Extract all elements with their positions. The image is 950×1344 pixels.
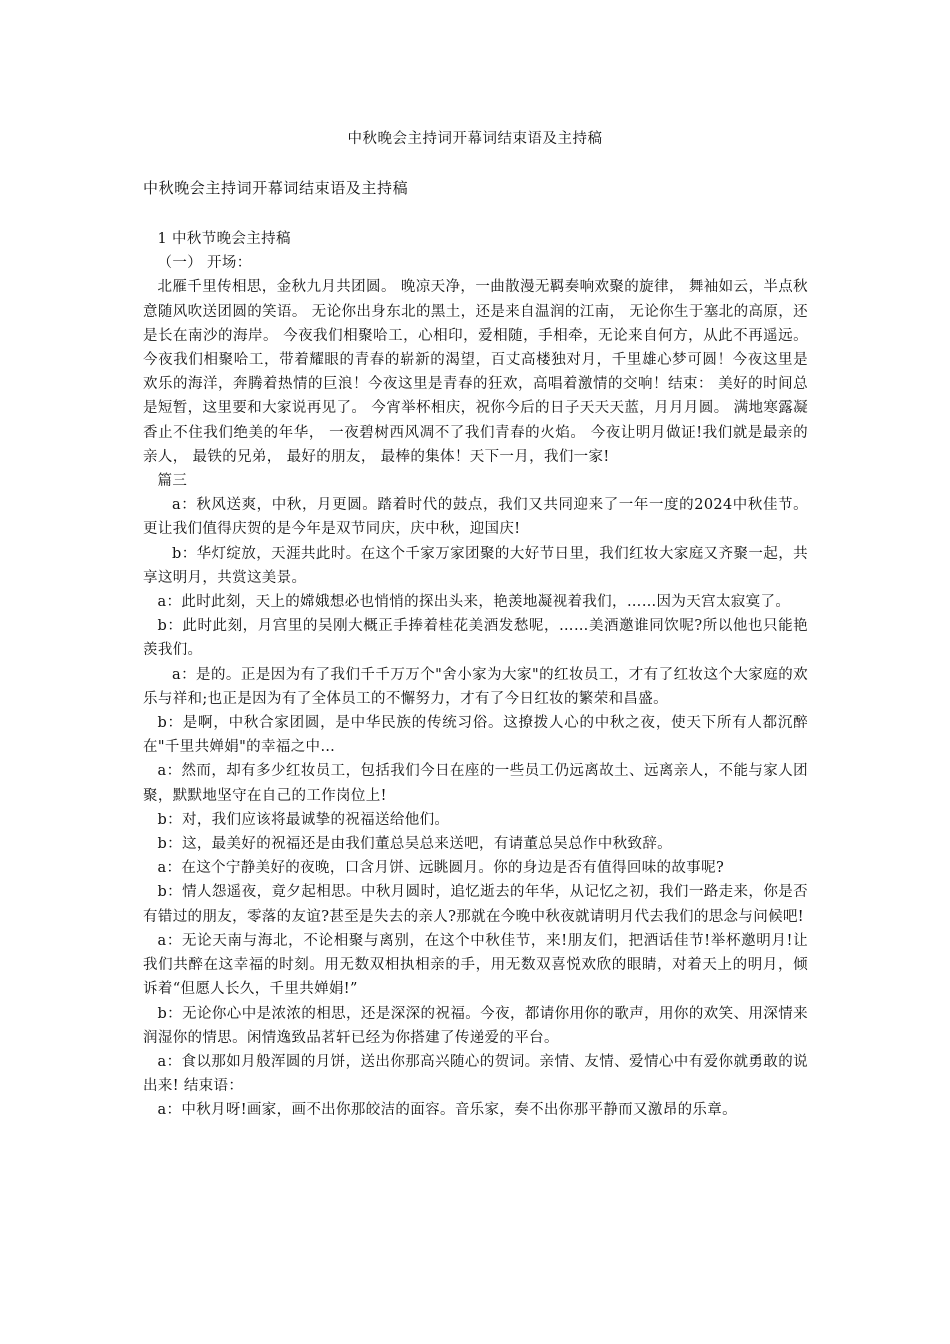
paragraph: a：然而，却有多少红妆员工，包括我们今日在座的一些员工仍远离故土、远离亲人，不能与家人团聚，默默地坚守在自己的工作岗位上! [143,763,808,804]
paragraph: 北雁千里传相思，金秋九月共团圆。 晚凉天净，一曲散漫无羁奏响欢聚的旋律， 舞袖如云，半点秋意随风吹送团圆的笑语。 无论你出身东北的黑土，还是来自温润的江南， 无论你生于塞北的高原，还是长在南沙的海岸。 今夜我们相聚哈工，心相印，爱相随，手相牵，无论来自何方，从此不再遥远。 今夜我们相聚哈工，带着耀眼的青春的崭新的渴望，百丈高楼独对月，千里雄心梦可圆！今夜这里是欢乐的海洋，奔腾着热情的巨浪！今夜这里是青春的狂欢，高唱着激情的交响！结束： 美好的时间总是短暂，这里要和大家说再见了。 今宵举杯相庆，祝你今后的日子天天天蓝，月月月圆。 满地寒露凝香止不住我们绝美的年华， 一夜碧树西风凋不了我们青春的火焰。 今夜让明月做证!我们就是最亲的亲人， 最铁的兄弟， 最好的朋友， 最棒的集体！天下一月，我们一家! [143,279,808,465]
paragraph: a：食以那如月般浑圆的月饼，送出你那高兴随心的贺词。亲情、友情、爱情心中有爱你就勇敢的说出来! 结束语： [143,1053,808,1095]
paragraph: a：无论天南与海北，不论相聚与离别，在这个中秋佳节，来!朋友们，把酒话佳节!举杯邀明月!让我们共醉在这幸福的时刻。用无数双相执相亲的手，用无数双喜悦欢欣的眼睛，对着天上的明月，倾诉着“但愿人长久，千里共婵娟!” [143,932,808,998]
document-subtitle: 中秋晚会主持词开幕词结束语及主持稿 [143,179,409,197]
paragraph: a：此时此刻，天上的嫦娥想必也悄悄的探出头来，艳羡地凝视着我们，……因为天宫太寂寞了。 [157,594,791,611]
paragraph: b：情人怨遥夜，竟夕起相思。中秋月圆时，追忆逝去的年华，从记忆之初，我们一路走来，你是否有错过的朋友，零落的友谊?甚至是失去的亲人?那就在今晚中秋夜就请明月代去我们的思念与问候吧! [143,884,808,925]
paragraph: a：在这个宁静美好的夜晚，口含月饼、远眺圆月。你的身边是否有值得回味的故事呢? [157,860,725,877]
paragraph: b：这，最美好的祝福还是由我们董总吴总来送吧，有请董总吴总作中秋致辞。 [157,836,673,853]
section-heading: 篇三 [157,473,188,490]
paragraph: a：中秋月呀!画家，画不出你那皎洁的面容。音乐家，奏不出你那平静而又激昂的乐章。 [157,1102,737,1119]
paragraph: b：此时此刻，月宫里的吴刚大概正手捧着桂花美酒发愁呢，……美酒邀谁同饮呢?所以他也只能艳羡我们。 [143,618,808,659]
document-body [143,227,808,1123]
document-title: 中秋晚会主持词开幕词结束语及主持稿 [347,131,603,147]
paragraph: b：华灯绽放，天涯共此时。在这个千家万家团聚的大好节日里，我们红妆大家庭又齐聚一起，共享这明月，共赏这美景。 [143,545,808,586]
paragraph: b：无论你心中是浓浓的相思，还是深深的祝福。今夜，都请你用你的歌声，用你的欢笑、用深情来润湿你的情思。闲情逸致品茗轩已经为你搭建了传递爱的平台。 [143,1005,808,1046]
paragraph: a：是的。正是因为有了我们千千万万个"舍小家为大家"的红妆员工，才有了红妆这个大家庭的欢乐与祥和;也正是因为有了全体员工的不懈努力，才有了今日红妆的繁荣和昌盛。 [143,666,808,707]
section-heading: 1 中秋节晚会主持稿 [157,231,291,247]
subsection-heading: （一） 开场： [157,255,252,272]
paragraph: b：是啊，中秋合家团圆，是中华民族的传统习俗。这撩拨人心的中秋之夜，使天下所有人都沉醉在"千里共婵娟"的幸福之中… [143,715,808,756]
paragraph: a：秋风送爽，中秋，月更圆。踏着时代的鼓点，我们又共同迎来了一年一度的2024中秋佳节。更让我们值得庆贺的是今年是双节同庆，庆中秋，迎国庆! [143,497,808,538]
paragraph: b：对，我们应该将最诚挚的祝福送给他们。 [157,811,450,828]
